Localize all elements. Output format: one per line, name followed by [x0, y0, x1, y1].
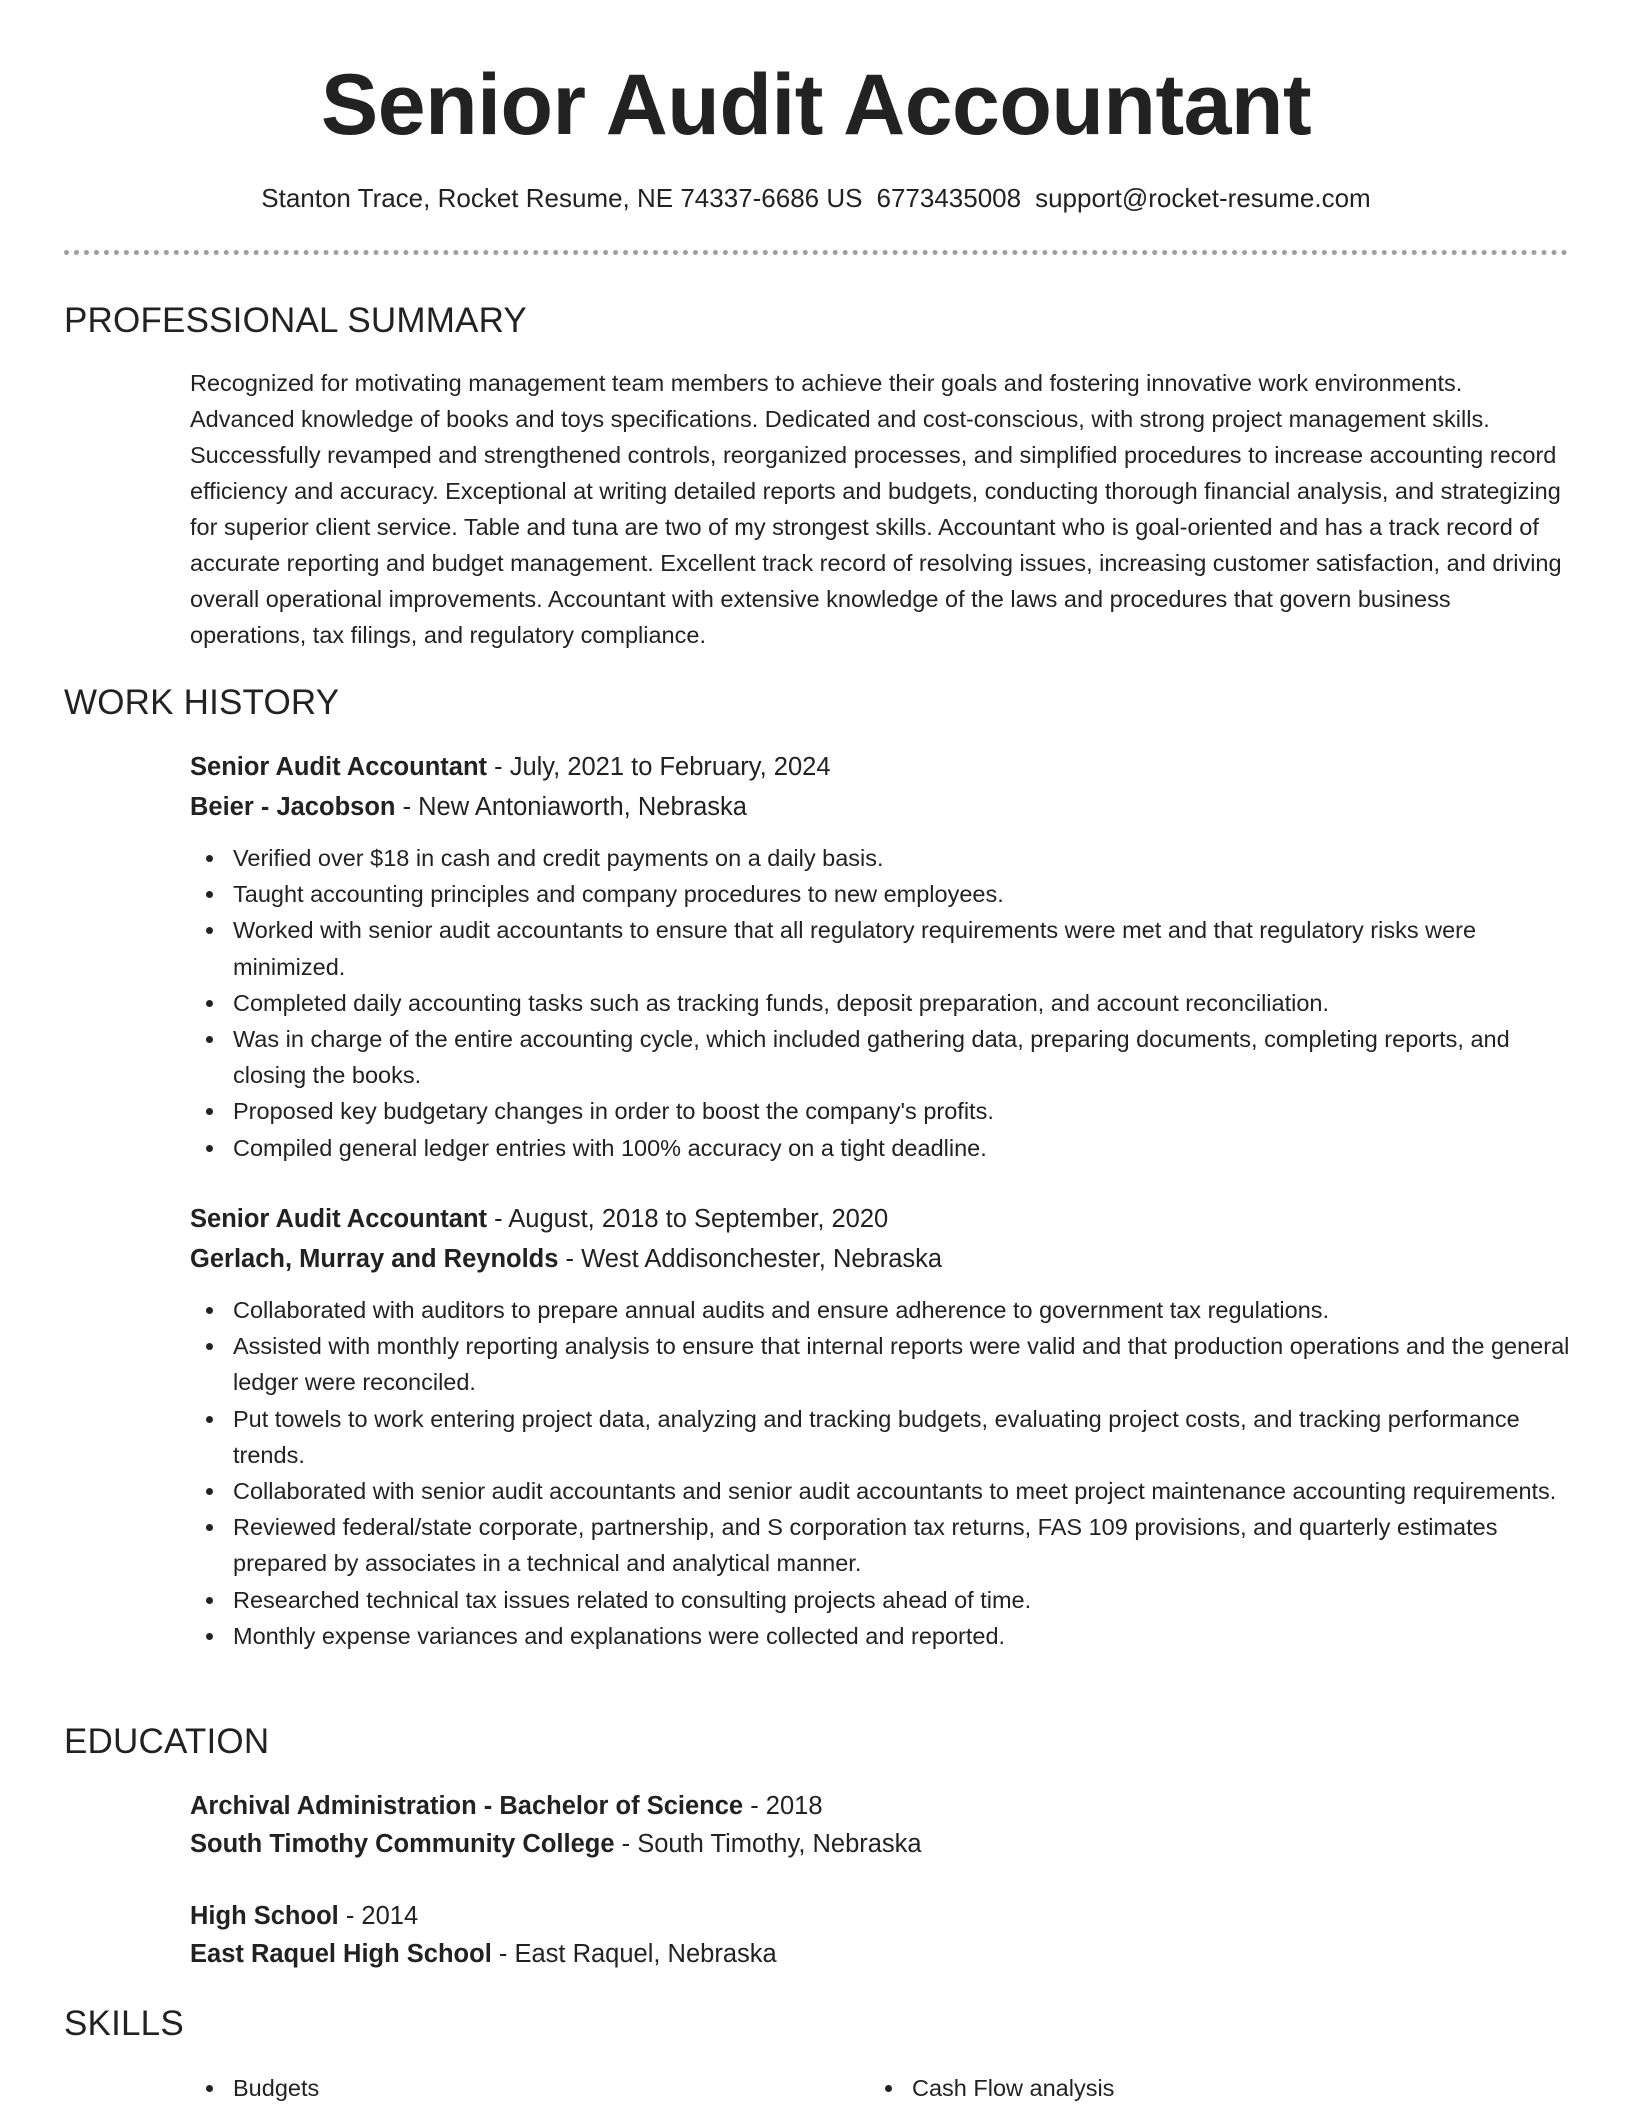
contact-line — [0, 181, 1632, 215]
job-company: Beier - Jacobson — [190, 793, 396, 821]
job-company-line — [190, 1241, 1570, 1277]
job-location: - West Addisonchester, Nebraska — [558, 1245, 943, 1273]
education-school-line — [190, 1936, 1570, 1972]
job-dates: - August, 2018 to September, 2020 — [487, 1205, 889, 1233]
resume-name: Senior Audit Accountant — [320, 57, 1312, 153]
job-title-line — [190, 749, 1570, 785]
education-degree: High School — [190, 1902, 339, 1930]
education-location: - South Timothy, Nebraska — [614, 1830, 922, 1858]
list-item: Reviewed federal/state corporate, partnership, and S corporation tax returns, FAS 109 provisions, and quarterly estimates prepared by associates in a technical and analytical manner. — [233, 1509, 1570, 1581]
job-bullets — [190, 1292, 1570, 1654]
education-year: - 2014 — [338, 1902, 419, 1930]
list-item: Proposed key budgetary changes in order to boost the company's profits. — [233, 1093, 1570, 1129]
list-item: Was in charge of the entire accounting cycle, which included gathering data, preparing documents, completing reports, and closing the books. — [233, 1021, 1570, 1093]
work-history-heading: WORK HISTORY — [64, 683, 340, 722]
list-item: Taught accounting principles and company procedures to new employees. — [233, 876, 1570, 912]
job-location: - New Antoniaworth, Nebraska — [395, 793, 747, 821]
list-item: Assisted with monthly reporting analysis to ensure that internal reports were valid and that production operations and the general ledger were reconciled. — [233, 1328, 1570, 1400]
contact-email: support@rocket-resume.com — [1035, 183, 1371, 213]
education-school: East Raquel High School — [190, 1940, 492, 1968]
job-role: Senior Audit Accountant — [190, 1205, 488, 1233]
list-item: Collaborated with auditors to prepare annual audits and ensure adherence to government tax regulations. — [233, 1292, 1570, 1328]
job-company-line — [190, 789, 1570, 825]
list-item: Worked with senior audit accountants to ensure that all regulatory requirements were met and that regulatory risks were minimized. — [233, 912, 1570, 984]
list-item: Collaborated with senior audit accountants and senior audit accountants to meet project maintenance accounting requirements. — [233, 1473, 1570, 1509]
skill-item: Budgets — [190, 2070, 319, 2106]
summary-heading: PROFESSIONAL SUMMARY — [64, 301, 527, 340]
education-school: South Timothy Community College — [190, 1830, 615, 1858]
education-heading: EDUCATION — [64, 1722, 270, 1761]
job-dates: - July, 2021 to February, 2024 — [487, 753, 831, 781]
list-item: Completed daily accounting tasks such as tracking funds, deposit preparation, and account reconciliation. — [233, 985, 1570, 1021]
job-bullets — [190, 840, 1570, 1166]
list-item: Monthly expense variances and explanations were collected and reported. — [233, 1618, 1570, 1654]
education-year: - 2018 — [743, 1792, 823, 1820]
education-degree-line — [190, 1898, 1570, 1934]
list-item: Put towels to work entering project data, analyzing and tracking budgets, evaluating project costs, and tracking performance trends. — [233, 1401, 1570, 1473]
list-item: Researched technical tax issues related to consulting projects ahead of time. — [233, 1582, 1570, 1618]
job-company: Gerlach, Murray and Reynolds — [190, 1245, 559, 1273]
summary-text: Recognized for motivating management team members to achieve their goals and fostering innovative work environments. Advanced knowledge of books and toys specifications. Dedicated and cost-conscious, with strong project management skills. Successfully revamped and strengthened controls, reorganized processes, and simplified procedures to increase accounting record efficiency and accuracy. Exceptional at writing detailed reports and budgets, conducting thorough financial analysis, and strategizing for superior client service. Table and tuna are two of my strongest skills. Accountant who is goal-oriented and has a track record of accurate reporting and budget management. Excellent track record of resolving issues, increasing customer satisfaction, and driving overall operational improvements. Accountant with extensive knowledge of the laws and procedures that govern business operations, tax filings, and regulatory compliance. — [190, 370, 1562, 648]
skills-heading: SKILLS — [64, 2004, 184, 2043]
header-divider — [64, 250, 1568, 255]
contact-phone: 6773435008 — [876, 183, 1022, 213]
job-role: Senior Audit Accountant — [190, 753, 488, 781]
education-location: - East Raquel, Nebraska — [491, 1940, 777, 1968]
education-degree: Archival Administration - Bachelor of Science — [190, 1792, 744, 1820]
education-degree-line — [190, 1788, 1570, 1824]
list-item: Verified over $18 in cash and credit payments on a daily basis. — [233, 840, 1570, 876]
skill-item: Cash Flow analysis — [869, 2070, 1114, 2106]
education-school-line — [190, 1826, 1570, 1862]
job-title-line — [190, 1201, 1570, 1237]
list-item: Compiled general ledger entries with 100% accuracy on a tight deadline. — [233, 1130, 1570, 1166]
contact-address: Stanton Trace, Rocket Resume, NE 74337-6686 US — [261, 183, 863, 213]
